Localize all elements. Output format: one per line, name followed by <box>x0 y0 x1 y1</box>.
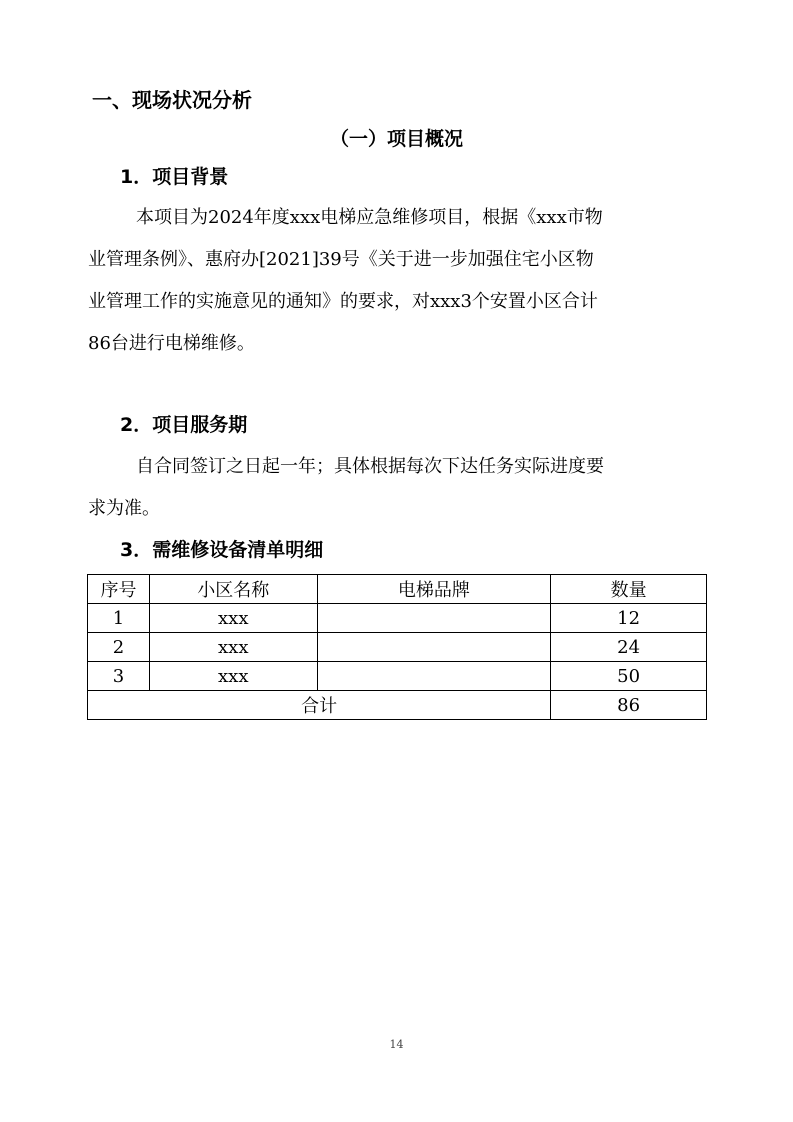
cell-index: 3 <box>88 662 150 691</box>
cell-community: xxx <box>149 604 317 633</box>
background-heading: 1．项目背景 <box>120 166 229 188</box>
subsection-title: （一）项目概况 <box>329 128 463 150</box>
cell-index: 2 <box>88 633 150 662</box>
cell-index: 1 <box>88 604 150 633</box>
background-line-4: 86台进行电梯维修。 <box>88 333 255 354</box>
table-header-row <box>88 575 707 604</box>
table-row <box>88 633 707 662</box>
cell-quantity: 12 <box>551 604 707 633</box>
cell-brand <box>317 662 551 691</box>
cell-community: xxx <box>149 662 317 691</box>
service-period-heading: 2．项目服务期 <box>120 414 248 436</box>
background-line-3: 业管理工作的实施意见的通知》的要求，对xxx3个安置小区合计 <box>88 291 598 312</box>
cell-brand <box>317 604 551 633</box>
total-label: 合计 <box>88 691 551 720</box>
background-line-2: 业管理条例》、惠府办[2021]39号《关于进一步加强住宅小区物 <box>88 249 594 270</box>
table-row <box>88 604 707 633</box>
table-total-row <box>88 691 707 720</box>
page-number: 14 <box>389 1038 404 1051</box>
service-period-line-1: 自合同签订之日起一年；具体根据每次下达任务实际进度要 <box>136 456 604 477</box>
table-row <box>88 662 707 691</box>
service-period-line-2: 求为准。 <box>88 498 160 519</box>
cell-community: xxx <box>149 633 317 662</box>
header-community: 小区名称 <box>149 575 317 604</box>
header-quantity: 数量 <box>551 575 707 604</box>
section-title: 一、现场状况分析 <box>92 88 252 112</box>
equipment-list-heading: 3．需维修设备清单明细 <box>120 539 324 561</box>
background-line-1: 本项目为2024年度xxx电梯应急维修项目，根据《xxx市物 <box>136 207 603 228</box>
cell-brand <box>317 633 551 662</box>
equipment-table <box>87 574 707 720</box>
header-brand: 电梯品牌 <box>317 575 551 604</box>
cell-quantity: 24 <box>551 633 707 662</box>
total-value: 86 <box>551 691 707 720</box>
header-index: 序号 <box>88 575 150 604</box>
cell-quantity: 50 <box>551 662 707 691</box>
